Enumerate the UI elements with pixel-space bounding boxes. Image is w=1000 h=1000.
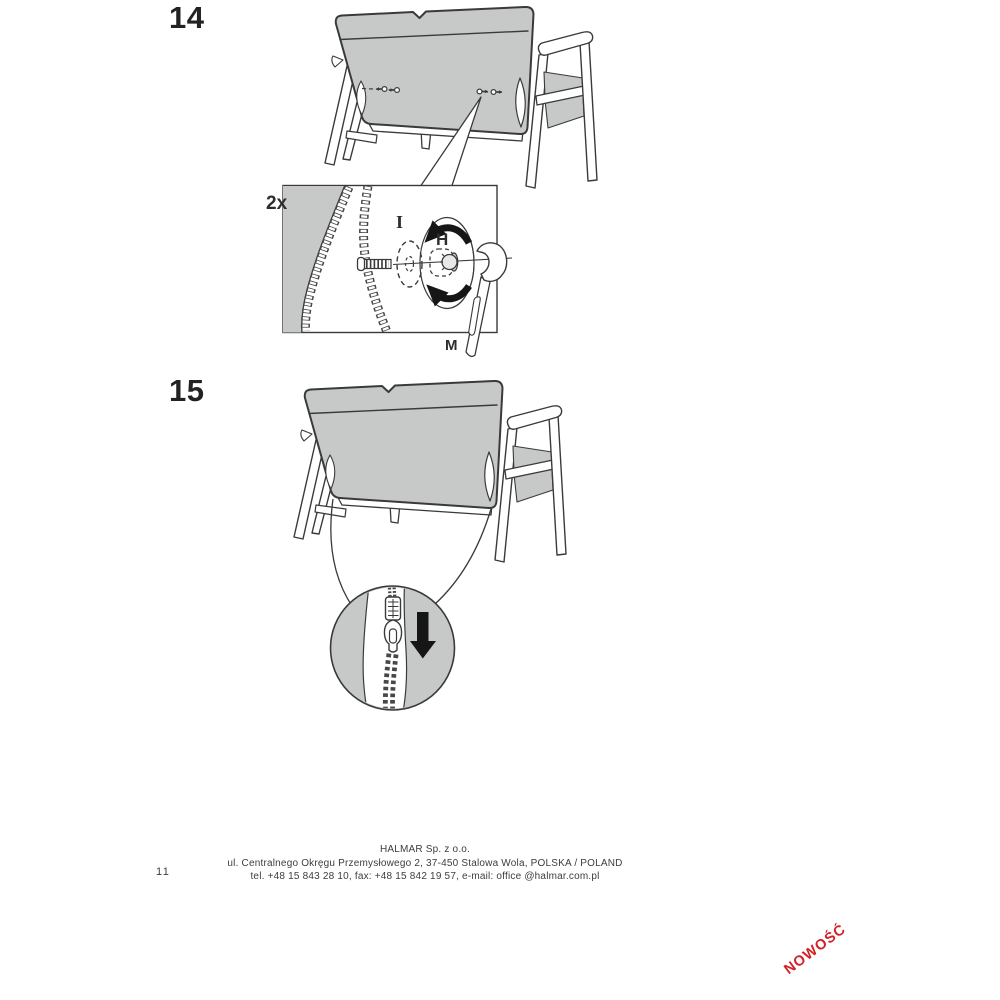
- page-number: 11: [156, 866, 171, 878]
- footer-company-line: HALMAR Sp. z o.o.: [379, 844, 471, 855]
- footer-contact-line: tel. +48 15 843 28 10, fax: +48 15 842 19 57, e-mail: office @halmar.com.pl: [250, 871, 600, 883]
- illustration-step-15: [294, 381, 566, 712]
- nut-part-label: H: [436, 230, 449, 249]
- footer-address-line: ul. Centralnego Okręgu Przemysłowego 2, 37-450 Stalowa Wola, POLSKA / POLAND: [227, 857, 623, 869]
- washer-part-label: I: [396, 212, 404, 232]
- novelty-badge: NOWOŚĆ: [781, 921, 850, 978]
- quantity-label: 2x: [266, 193, 288, 214]
- sofa-rear-view-icon: [325, 7, 597, 188]
- sofa-rear-view-icon: [294, 381, 566, 562]
- step-14-number: 14: [169, 0, 205, 35]
- bolt-icon: [358, 258, 392, 271]
- wrench-part-label: M: [445, 337, 458, 354]
- illustration-step-14: [283, 7, 597, 356]
- zipper-teeth-open-bottom: [389, 654, 393, 710]
- footer: [90, 843, 760, 884]
- zoom-callout-curve-right: [435, 509, 491, 604]
- step-15-number: 15: [169, 373, 205, 408]
